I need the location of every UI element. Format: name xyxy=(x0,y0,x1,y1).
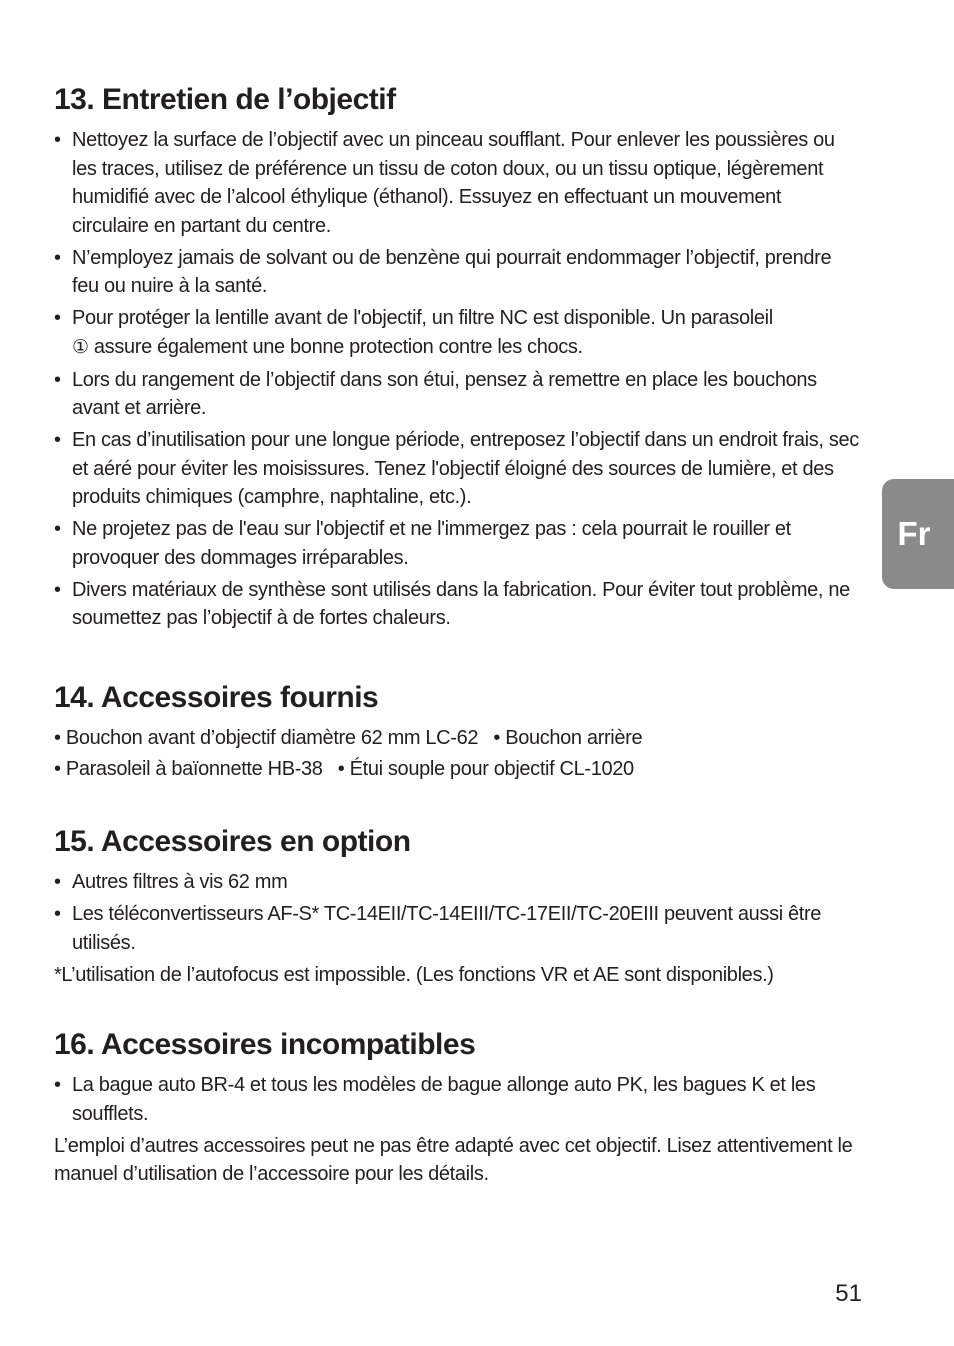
section-incompatible-accessories xyxy=(54,1025,862,1189)
manual-page-content xyxy=(54,80,862,1189)
page-number: 51 xyxy=(835,1280,862,1307)
list-item: • Nettoyez la surface de l’objectif avec un pinceau soufflant. Pour enlever les poussières ou les traces, utilisez de préférence un tissu de coton doux, ou un tissu optique, légèrement humidifié avec de l’alcool éthylique (éthanol). Essuyez en effectuant un mouvement circulaire en partant du centre. xyxy=(54,126,862,240)
list-item: • Ne projetez pas de l'eau sur l'objectif et ne l'immergez pas : cela pourrait le rouiller et provoquer des dommages irréparables. xyxy=(54,515,862,572)
accessory-item: • Bouchon avant d’objectif diamètre 62 mm LC-62 xyxy=(54,727,478,749)
section-title-optional-accessories: 15. Accessoires en option xyxy=(54,825,411,858)
callout-number-marker: ① xyxy=(72,336,89,358)
section-supplied-accessories xyxy=(54,678,862,784)
list-item-text: Pour protéger la lentille avant de l'objectif, un filtre NC est disponible. Un parasoleil xyxy=(72,307,773,329)
list-item: • N’employez jamais de solvant ou de benzène qui pourrait endommager l’objectif, prendre feu ou nuire à la santé. xyxy=(54,244,862,301)
list-item-text: assure également une bonne protection contre les chocs. xyxy=(93,335,583,358)
list-item: • En cas d’inutilisation pour une longue période, entreposez l’objectif dans un endroit frais, sec et aéré pour éviter les moisissures. Tenez l'objectif éloigné des sources de lumière, et des produits chimiques (camphre, naphtaline, etc.). xyxy=(54,426,862,512)
list-item: • Les téléconvertisseurs AF-S* TC-14EII/TC-14EIII/TC-17EII/TC-20EIII peuvent aussi être utilisés. xyxy=(54,900,862,957)
footnote: *L’utilisation de l’autofocus est impossible. (Les fonctions VR et AE sont disponibles.) xyxy=(54,963,774,986)
accessory-item: • Étui souple pour objectif CL-1020 xyxy=(338,758,634,780)
section-title-lens-care: 13. Entretien de l’objectif xyxy=(54,83,396,116)
list-item: • La bague auto BR-4 et tous les modèles de bague allonge auto PK, les bagues K et les soufflets. xyxy=(54,1071,862,1128)
section-optional-accessories xyxy=(54,822,862,989)
language-tab xyxy=(882,479,954,589)
section-lens-care xyxy=(54,80,862,633)
optional-accessories-list xyxy=(54,868,862,957)
list-item: • Lors du rangement de l’objectif dans son étui, pensez à remettre en place les bouchons avant et arrière. xyxy=(54,366,862,423)
section-title-supplied-accessories: 14. Accessoires fournis xyxy=(54,681,379,714)
closing-paragraph: L’emploi d’autres accessoires peut ne pas être adapté avec cet objectif. Lisez attentivement le manuel d’utilisation de l’accessoire pour les détails. xyxy=(54,1134,853,1185)
accessory-item: • Parasoleil à baïonnette HB-38 xyxy=(54,758,323,780)
list-item xyxy=(54,304,862,362)
lens-care-list xyxy=(54,126,862,633)
language-tab-label: Fr xyxy=(897,515,931,552)
accessory-row xyxy=(54,755,862,784)
incompatible-accessories-list xyxy=(54,1071,862,1128)
list-item: • Divers matériaux de synthèse sont utilisés dans la fabrication. Pour éviter tout problème, ne soumettez pas l’objectif à de fortes chaleurs. xyxy=(54,576,862,633)
section-title-incompatible-accessories: 16. Accessoires incompatibles xyxy=(54,1028,476,1061)
accessory-item: • Bouchon arrière xyxy=(493,727,642,749)
list-item: • Autres filtres à vis 62 mm xyxy=(54,868,862,897)
accessory-row xyxy=(54,724,862,753)
